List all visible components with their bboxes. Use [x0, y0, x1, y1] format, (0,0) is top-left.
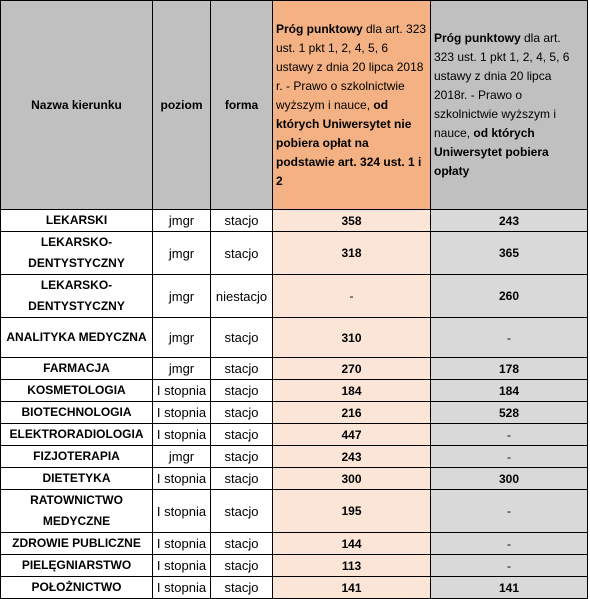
program-level: jmgr [153, 446, 211, 468]
program-name: RATOWNICTWO MEDYCZNE [1, 490, 153, 533]
program-level: jmgr [153, 210, 211, 232]
program-name: ELEKTRORADIOLOGIA [1, 424, 153, 446]
program-form: stacjo [211, 446, 273, 468]
program-form: stacjo [211, 490, 273, 533]
free-threshold: 447 [273, 424, 431, 446]
header-free-threshold [273, 1, 431, 210]
program-level: I stopnia [153, 533, 211, 555]
program-name: ZDROWIE PUBLICZNE [1, 533, 153, 555]
header-paid-bold-2: od których Uniwersytet pobiera opłaty [434, 126, 549, 178]
program-name: BIOTECHNOLOGIA [1, 402, 153, 424]
table-row [1, 275, 588, 318]
table-row [1, 555, 588, 577]
header-paid-text: dla art. 323 ust. 1 pkt 1, 2, 4, 5, 6 ustawy z dnia 20 lipca 2018r. - Prawo o szkolnictwie wyższym i nauce, [434, 31, 570, 140]
program-name: FIZJOTERAPIA [1, 446, 153, 468]
program-form: stacjo [211, 318, 273, 358]
paid-threshold: 184 [431, 380, 588, 402]
free-threshold: 141 [273, 577, 431, 599]
program-name: LEKARSKO-DENTYSTYCZNY [1, 275, 153, 318]
table-row [1, 380, 588, 402]
program-level: I stopnia [153, 380, 211, 402]
program-name: PIELĘGNIARSTWO [1, 555, 153, 577]
program-form: stacjo [211, 555, 273, 577]
program-level: jmgr [153, 232, 211, 275]
free-threshold: 144 [273, 533, 431, 555]
free-threshold: 243 [273, 446, 431, 468]
table-row [1, 318, 588, 358]
free-threshold: 216 [273, 402, 431, 424]
free-threshold: 318 [273, 232, 431, 275]
program-form: stacjo [211, 468, 273, 490]
paid-threshold: 528 [431, 402, 588, 424]
program-name: POŁOŻNICTWO [1, 577, 153, 599]
header-paid-bold-1: Próg punktowy [434, 31, 521, 45]
paid-threshold: - [431, 318, 588, 358]
paid-threshold: 365 [431, 232, 588, 275]
program-form: stacjo [211, 533, 273, 555]
program-form: stacjo [211, 424, 273, 446]
program-name: DIETETYKA [1, 468, 153, 490]
paid-threshold: - [431, 555, 588, 577]
paid-threshold: - [431, 446, 588, 468]
program-form: niestacjo [211, 275, 273, 318]
paid-threshold: 300 [431, 468, 588, 490]
free-threshold: - [273, 275, 431, 318]
program-level: jmgr [153, 275, 211, 318]
program-name: FARMACJA [1, 358, 153, 380]
program-level: I stopnia [153, 555, 211, 577]
free-threshold: 184 [273, 380, 431, 402]
table-row [1, 210, 588, 232]
paid-threshold: 141 [431, 577, 588, 599]
paid-threshold: - [431, 424, 588, 446]
header-program-name: Nazwa kierunku [1, 1, 153, 210]
header-level: poziom [153, 1, 211, 210]
program-level: jmgr [153, 318, 211, 358]
program-form: stacjo [211, 402, 273, 424]
paid-threshold: - [431, 490, 588, 533]
paid-threshold: 260 [431, 275, 588, 318]
free-threshold: 270 [273, 358, 431, 380]
program-level: I stopnia [153, 468, 211, 490]
header-free-text: dla art. 323 ust. 1 pkt 1, 2, 4, 5, 6 ustawy z dnia 20 lipca 2018 r. - Prawo o szkolnictwie wyższym i nauce, [276, 21, 427, 112]
paid-threshold: 178 [431, 358, 588, 380]
free-threshold: 358 [273, 210, 431, 232]
table-row [1, 358, 588, 380]
table-row [1, 446, 588, 468]
free-threshold: 113 [273, 555, 431, 577]
table-row [1, 232, 588, 275]
table-row [1, 490, 588, 533]
header-form: forma [211, 1, 273, 210]
program-form: stacjo [211, 232, 273, 275]
program-level: I stopnia [153, 424, 211, 446]
program-form: stacjo [211, 380, 273, 402]
program-level: I stopnia [153, 577, 211, 599]
program-name: KOSMETOLOGIA [1, 380, 153, 402]
table-row [1, 577, 588, 599]
program-name: ANALITYKA MEDYCZNA [1, 318, 153, 358]
paid-threshold: 243 [431, 210, 588, 232]
table-row [1, 402, 588, 424]
table-row [1, 468, 588, 490]
free-threshold: 300 [273, 468, 431, 490]
program-form: stacjo [211, 210, 273, 232]
table-row [1, 424, 588, 446]
program-level: I stopnia [153, 402, 211, 424]
header-row [1, 1, 588, 210]
header-free-bold-2: od których Uniwersytet nie pobiera opłat na podstawie art. 324 ust. 1 i 2 [276, 97, 422, 188]
header-paid-threshold [431, 1, 588, 210]
program-level: jmgr [153, 358, 211, 380]
paid-threshold: - [431, 533, 588, 555]
program-level: I stopnia [153, 490, 211, 533]
program-name: LEKARSKI [1, 210, 153, 232]
header-free-bold-1: Próg punktowy [276, 21, 363, 36]
program-form: stacjo [211, 577, 273, 599]
program-name: LEKARSKO-DENTYSTYCZNY [1, 232, 153, 275]
program-form: stacjo [211, 358, 273, 380]
free-threshold: 195 [273, 490, 431, 533]
free-threshold: 310 [273, 318, 431, 358]
table-row [1, 533, 588, 555]
